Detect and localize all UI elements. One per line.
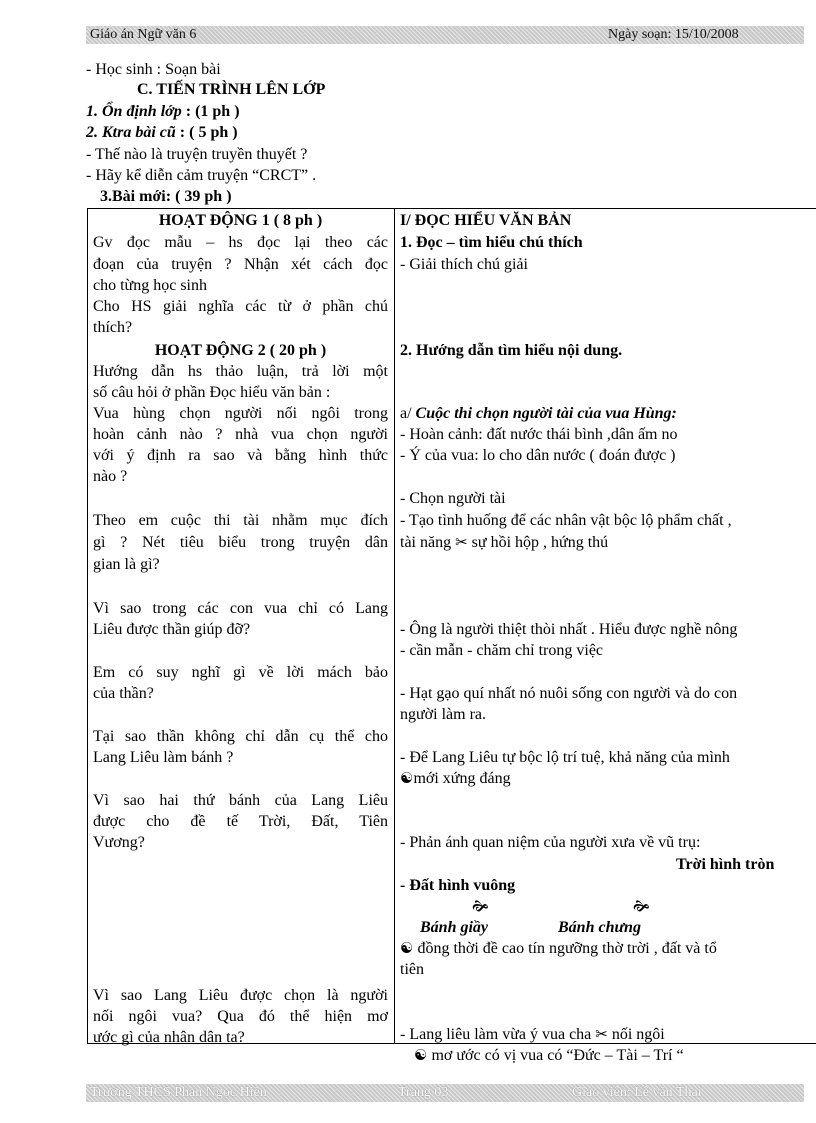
question-line: Vì sao Lang Liêu được chọn là người bbox=[93, 987, 388, 1004]
cake-banh-chung: Bánh chưng bbox=[558, 919, 641, 936]
step3-time: ( 39 ph ) bbox=[171, 188, 232, 205]
round-sky: Trời hình tròn bbox=[676, 856, 775, 873]
question-line: Lang Liêu làm bánh ? bbox=[93, 749, 234, 766]
question-line: ước gì của nhân dân ta? bbox=[93, 1029, 245, 1046]
answer-line: - Chọn người tài bbox=[400, 490, 506, 507]
question-line: gì ? Nét tiêu biểu trong truyện dân bbox=[93, 534, 388, 551]
question-line: nối ngôi vua? Qua đó thể hiện mơ bbox=[93, 1008, 388, 1025]
activity-1-line: Cho HS giải nghĩa các từ ở phần chú bbox=[93, 298, 388, 315]
question-line: Vì sao hai thứ bánh của Lang Liêu bbox=[93, 792, 388, 809]
activity-1-title: HOẠT ĐỘNG 1 ( 8 ph ) bbox=[158, 212, 323, 229]
answer-text: tài năng bbox=[400, 534, 456, 551]
activity-2-title: HOẠT ĐỘNG 2 ( 20 ph ) bbox=[154, 342, 327, 359]
question-line: Liêu được thần giúp đỡ? bbox=[93, 621, 251, 638]
footer-page: Trang 03 bbox=[398, 1085, 449, 1100]
old-question-1: - Thế nào là truyện truyền thuyết ? bbox=[86, 146, 308, 163]
answer-line: tiên bbox=[400, 961, 424, 978]
step1-label: 1. Ổn định lớp bbox=[86, 103, 182, 120]
answer-line bbox=[400, 532, 608, 553]
step2-label: 2. Ktra bài cũ bbox=[86, 124, 176, 141]
footer-teacher: Giáo viên: Lê văn Thai bbox=[572, 1085, 702, 1100]
answer-line: - cần mẫn - chăm chỉ trong việc bbox=[400, 642, 604, 659]
section-i-title: I/ ĐỌC HIỂU VĂN BẢN bbox=[400, 212, 572, 229]
header-date: Ngày soạn: 15/10/2008 bbox=[608, 27, 739, 42]
activity-1-line: đoạn của truyện ? Nhận xét cách đọc bbox=[93, 256, 388, 273]
step2-time: : ( 5 ph ) bbox=[175, 124, 238, 141]
students-prep: - Học sinh : Soạn bài bbox=[86, 61, 221, 78]
curl-icon: 🙞 bbox=[633, 897, 650, 915]
question-line: với ý định ra sao và bằng hình thức bbox=[93, 447, 388, 464]
activity-1-line: Gv đọc mẫu – hs đọc lại theo các bbox=[93, 234, 388, 251]
question-line: Tại sao thần không chỉ dẫn cụ thể cho bbox=[93, 728, 388, 745]
answer-line: - Phản ánh quan niệm của người xưa về vũ trụ: bbox=[400, 834, 701, 851]
question-line: của thần? bbox=[93, 685, 154, 702]
answer-line: - Tạo tình huống để các nhân vật bộc lộ phẩm chất , bbox=[400, 512, 732, 529]
answer-line: - Hoàn cảnh: đất nước thái bình ,dân ấm no bbox=[400, 426, 678, 443]
answer-line: - Ông là người thiệt thòi nhất . Hiểu được nghề nông bbox=[400, 621, 738, 638]
answer-text: sự hồi hộp , hứng thú bbox=[467, 534, 609, 551]
header-subject: Giáo án Ngữ văn 6 bbox=[90, 27, 197, 42]
answer-text: mới xứng đáng bbox=[413, 770, 511, 787]
activity-2-line: số câu hỏi ở phần Đọc hiểu văn bản : bbox=[93, 384, 331, 401]
part-a-prefix: a/ bbox=[400, 405, 412, 422]
activity-1-line: thích? bbox=[93, 319, 133, 336]
question-line: Vương? bbox=[93, 834, 145, 851]
answer-text: - Lang liêu làm vừa ý vua cha bbox=[400, 1026, 596, 1043]
square-earth: - Đất hình vuông bbox=[400, 877, 516, 894]
cake-banh-giay: Bánh giầy bbox=[420, 919, 489, 936]
section-c-title: C. TIẾN TRÌNH LÊN LỚP bbox=[137, 81, 326, 98]
step2 bbox=[86, 123, 238, 143]
answer-text: đồng thời đề cao tín ngưỡng thờ trời , đất và tổ bbox=[413, 940, 717, 957]
question-line: Em có suy nghĩ gì về lời mách bảo bbox=[93, 664, 388, 681]
old-question-2: - Hãy kể diễn cảm truyện “CRCT” . bbox=[86, 167, 317, 184]
subsection-1-title: 1. Đọc – tìm hiểu chú thích bbox=[400, 234, 583, 251]
part-a-title bbox=[400, 403, 677, 424]
question-line: hoàn cảnh nào ? nhà vua chọn người bbox=[93, 426, 388, 443]
table-divider bbox=[394, 208, 395, 1044]
page-header bbox=[86, 26, 804, 44]
activity-1-line: cho từng học sinh bbox=[93, 277, 207, 294]
activity-2-line: Hướng dẫn hs thảo luận, trả lời một bbox=[93, 363, 388, 380]
yin-yang-icon: ☯ bbox=[414, 1046, 428, 1064]
question-line: được cho đề tế Trời, Đất, Tiên bbox=[93, 813, 388, 830]
answer-line bbox=[414, 1045, 684, 1066]
answer-text: mơ ước có vị vua có “Đức – Tài – Trí “ bbox=[427, 1047, 684, 1064]
answer-line bbox=[400, 768, 511, 789]
question-line: Theo em cuộc thi tài nhằm mục đích bbox=[93, 512, 388, 529]
answer-line bbox=[400, 938, 717, 959]
answer-line: - Hạt gạo quí nhất nó nuôi sống con người và do con bbox=[400, 685, 738, 702]
page-footer bbox=[86, 1084, 804, 1102]
question-line: Vua hùng chọn người nối ngôi trong bbox=[93, 405, 388, 422]
answer-line: - Ý của vua: lo cho dân nước ( đoán được ) bbox=[400, 447, 676, 464]
scissors-icon: ✂ bbox=[455, 533, 468, 551]
answer-line bbox=[400, 1024, 665, 1045]
subsection-2-title: 2. Hướng dẫn tìm hiểu nội dung. bbox=[400, 342, 623, 359]
answer-text: nối ngôi bbox=[607, 1026, 665, 1043]
subsection-1-note: - Giải thích chú giải bbox=[400, 256, 528, 273]
step3-label: 3.Bài mới: bbox=[100, 188, 172, 205]
question-line: gian là gì? bbox=[93, 556, 160, 573]
step1-time: : (1 ph ) bbox=[181, 103, 240, 120]
answer-line: người làm ra. bbox=[400, 706, 486, 723]
step3 bbox=[100, 187, 232, 207]
question-line: nào ? bbox=[93, 468, 128, 485]
yin-yang-icon: ☯ bbox=[400, 939, 414, 957]
yin-yang-icon: ☯ bbox=[400, 769, 414, 787]
question-line: Vì sao trong các con vua chỉ có Lang bbox=[93, 600, 388, 617]
part-a-heading: Cuộc thi chọn người tài của vua Hùng: bbox=[411, 405, 677, 422]
footer-school: Trường THCS Phan Ngọc Hiển bbox=[90, 1085, 267, 1100]
scissors-icon: ✂ bbox=[595, 1025, 608, 1043]
curl-icon: 🙞 bbox=[472, 897, 489, 915]
answer-line: - Để Lang Liêu tự bộc lộ trí tuệ, khả năng của mình bbox=[400, 749, 730, 766]
step1 bbox=[86, 102, 240, 122]
